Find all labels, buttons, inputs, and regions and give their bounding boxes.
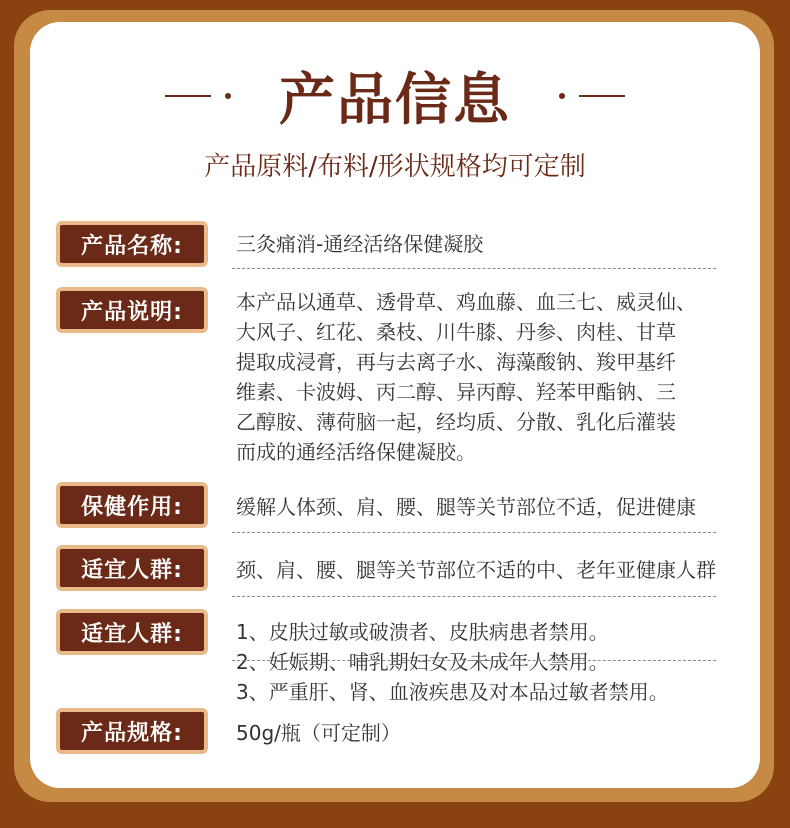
- title-row: [0, 56, 790, 136]
- decor-dot: [559, 93, 565, 99]
- value-restricted-population: [236, 617, 756, 707]
- value-product-spec: 50g/瓶（可定制）: [236, 721, 401, 745]
- restriction-line: 3、严重肝、肾、血液疾患及对本品过敏者禁用。: [236, 680, 669, 704]
- label-health-function: 保健作用:: [56, 482, 208, 528]
- title-decoration-left: [165, 93, 245, 99]
- description-line: 乙醇胺、薄荷脑一起，经均质、分散、乳化后灌装: [236, 410, 676, 434]
- decor-line: [579, 95, 625, 97]
- label-product-spec: 产品规格:: [56, 708, 208, 754]
- value-suitable-population: 颈、肩、腰、腿等关节部位不适的中、老年亚健康人群: [236, 558, 716, 582]
- divider: [232, 596, 716, 597]
- description-line: 本产品以通草、透骨草、鸡血藤、血三七、威灵仙、: [236, 290, 696, 314]
- restriction-line: 2、妊娠期、哺乳期妇女及未成年人禁用。: [236, 650, 609, 674]
- label-product-name: 产品名称:: [56, 221, 208, 267]
- divider: [232, 660, 716, 661]
- divider: [232, 532, 716, 533]
- description-line: 大风子、红花、桑枝、川牛膝、丹参、肉桂、甘草: [236, 320, 676, 344]
- value-health-function: 缓解人体颈、肩、腰、腿等关节部位不适，促进健康: [236, 495, 696, 519]
- divider: [232, 268, 716, 269]
- description-line: 维素、卡波姆、丙二醇、异丙醇、羟苯甲酯钠、三: [236, 380, 676, 404]
- label-suitable-population: 适宜人群:: [56, 545, 208, 591]
- value-product-description: [236, 287, 756, 467]
- description-line: 而成的通经活络保健凝胶。: [236, 440, 476, 464]
- title-decoration-right: [545, 93, 625, 99]
- description-line: 提取成浸膏，再与去离子水、海藻酸钠、羧甲基纤: [236, 350, 676, 374]
- label-product-description: 产品说明:: [56, 287, 208, 333]
- page-title: 产品信息: [279, 67, 511, 133]
- label-restricted-population: 适宜人群:: [56, 609, 208, 655]
- decor-line: [165, 95, 211, 97]
- page-subtitle: 产品原料/布料/形状规格均可定制: [204, 152, 586, 182]
- restriction-line: 1、皮肤过敏或破溃者、皮肤病患者禁用。: [236, 620, 609, 644]
- value-product-name: 三灸痛消-通经活络保健凝胶: [236, 232, 484, 256]
- decor-dot: [225, 93, 231, 99]
